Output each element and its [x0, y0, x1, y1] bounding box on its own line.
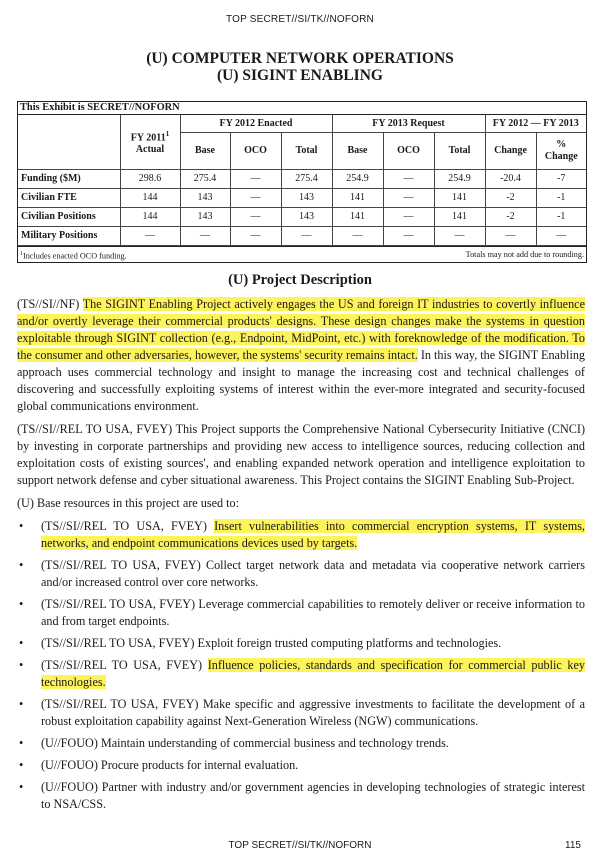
rounding-note: Totals may not add due to rounding.: [465, 250, 584, 259]
item-text: Partner with industry and/or government agencies in developing technologies of strategic interest to NSA/CSS.: [41, 780, 585, 811]
highlighted-text: The SIGINT Enabling Project actively engages the US and foreign IT industries to covertly influence and/or overtly leverage their commercial products' designs. These design changes make the systems in question exploitable through SIGINT collection (e.g., Endpoint, MidPoint, etc.) with foreknowledge of the modification. To the consumer and other adversaries, however, the systems' security remains intact.: [17, 297, 585, 362]
paragraph-1: [17, 296, 585, 415]
table-row: [18, 189, 586, 208]
table-cell: 275.4: [180, 170, 230, 189]
table-cell: —: [332, 227, 383, 246]
table-cell: —: [536, 227, 586, 246]
title-line-1: (U) COMPUTER NETWORK OPERATIONS: [146, 50, 454, 67]
table-cell: 143: [281, 189, 332, 208]
bullet-icon: •: [19, 758, 24, 772]
table-cell: —: [230, 208, 281, 227]
table-cell: -20.4: [485, 170, 536, 189]
table-cell: 141: [332, 208, 383, 227]
col-header: % Change: [536, 133, 586, 170]
table-cell: 141: [434, 208, 485, 227]
row-label: Military Positions: [18, 227, 120, 246]
item-text: Procure products for internal evaluation.: [100, 758, 299, 772]
list-item: [17, 696, 585, 730]
list-item: [17, 779, 585, 813]
title-line-2: (U) SIGINT ENABLING: [217, 67, 383, 84]
table-cell: —: [383, 208, 434, 227]
paragraph-2: (TS//SI//REL TO USA, FVEY) This Project supports the Comprehensive National Cybersecurity Initiative (CNCI) by investing in corporate partnerships and providing new access to intelligence sources, reducing collection and exploitation costs of existing sources', and enabling expanded network operation and intelligence exploitation to support network defense and cyber situational awareness. This Project contains the SIGINT Enabling Sub-Project.: [17, 422, 585, 487]
col-header: OCO: [383, 133, 434, 170]
col-header: OCO: [230, 133, 281, 170]
table-cell: 144: [120, 189, 180, 208]
funding-table: [18, 115, 586, 246]
paragraph-text: In this way, the SIGINT Enabling approach uses commercial technology and insight to manage the increasing cost and technical challenges of discovering and successfully exploiting systems of interest within the ever-more integrated and security-focused global communications environment.: [17, 348, 586, 413]
item-marking: (TS//SI//REL TO USA, FVEY): [41, 519, 207, 533]
table-cell: —: [383, 189, 434, 208]
footnote: $^1$Includes enacted OCO funding.: [20, 251, 127, 261]
col-header: Change: [485, 133, 536, 170]
table-cell: 141: [332, 189, 383, 208]
item-text: Exploit foreign trusted computing platforms and technologies.: [197, 636, 502, 650]
bullet-icon: •: [19, 780, 24, 794]
table-corner-cell: [18, 115, 120, 170]
table-cell: -2: [485, 189, 536, 208]
table-cell: —: [383, 227, 434, 246]
table-cell: 144: [120, 208, 180, 227]
table-header-row-1: [18, 115, 586, 133]
bullet-icon: •: [19, 697, 24, 711]
col-header: Total: [281, 133, 332, 170]
table-cell: —: [230, 189, 281, 208]
table-cell: 254.9: [434, 170, 485, 189]
table-cell: 143: [281, 208, 332, 227]
list-item: [17, 757, 585, 774]
highlighted-text: Influence policies, standards and specification for commercial public key technologies.: [41, 658, 585, 689]
group-header-fy2013: FY 2013 Request: [332, 115, 485, 133]
table-cell: —: [230, 170, 281, 189]
list-item: [17, 518, 585, 552]
section-title: (U) Project Description: [228, 272, 372, 288]
table-cell: -1: [536, 189, 586, 208]
item-text: Make specific and aggressive investments to facilitate the development of a robust exploitation capability against Next-Generation Wireless (NGW) communications.: [41, 697, 585, 728]
item-marking: (TS//SI//REL TO USA, FVEY): [41, 636, 195, 650]
item-marking: (U//FOUO): [41, 780, 98, 794]
list-item: [17, 596, 585, 630]
item-text: Leverage commercial capabilities to remotely deliver or receive information to and from target endpoints.: [41, 597, 585, 628]
row-label: Civilian FTE: [18, 189, 120, 208]
table-cell: —: [383, 170, 434, 189]
table-cell: —: [120, 227, 180, 246]
document-title: [0, 50, 600, 84]
table-cell: 143: [180, 208, 230, 227]
exhibit-classification: This Exhibit is SECRET//NOFORN: [18, 102, 586, 115]
table-cell: -1: [536, 208, 586, 227]
bullet-icon: •: [19, 736, 24, 750]
bullet-icon: •: [19, 519, 24, 533]
list-item: [17, 635, 585, 652]
page-number: 115: [565, 840, 581, 851]
resource-list: [17, 518, 585, 813]
row-label: Civilian Positions: [18, 208, 120, 227]
classification-marking: (TS//SI//NF): [17, 297, 80, 311]
table-cell: 275.4: [281, 170, 332, 189]
item-marking: (U//FOUO): [41, 758, 98, 772]
table-cell: —: [230, 227, 281, 246]
table-cell: —: [485, 227, 536, 246]
table-cell: —: [281, 227, 332, 246]
list-item: [17, 657, 585, 691]
table-cell: 143: [180, 189, 230, 208]
table-cell: 254.9: [332, 170, 383, 189]
col-header: Total: [434, 133, 485, 170]
classification-banner-top: TOP SECRET//SI/TK//NOFORN: [226, 14, 374, 25]
table-row: [18, 170, 586, 189]
table-cell: 141: [434, 189, 485, 208]
item-text: Collect target network data and metadata via cooperative network carriers and/or increased control over core networks.: [41, 558, 585, 589]
table-row: [18, 208, 586, 227]
table-cell: —: [180, 227, 230, 246]
classification-banner-bottom: TOP SECRET//SI/TK//NOFORN: [228, 840, 372, 851]
table-cell: -2: [485, 208, 536, 227]
col-header: Base: [332, 133, 383, 170]
item-marking: (TS//SI//REL TO USA, FVEY): [41, 658, 203, 672]
fy2011-header: FY 2011$^1$ Actual: [120, 115, 180, 170]
bullet-icon: •: [19, 597, 24, 611]
item-marking: (TS//SI//REL TO USA, FVEY): [41, 597, 196, 611]
funding-exhibit: [17, 101, 587, 263]
table-cell: -7: [536, 170, 586, 189]
item-marking: (TS//SI//REL TO USA, FVEY): [41, 558, 201, 572]
group-header-fy2012: FY 2012 Enacted: [180, 115, 332, 133]
table-cell: 298.6: [120, 170, 180, 189]
paragraph-3: (U) Base resources in this project are used to:: [17, 496, 240, 510]
bullet-icon: •: [19, 658, 24, 672]
table-row: [18, 227, 586, 246]
bullet-icon: •: [19, 558, 24, 572]
item-text: Maintain understanding of commercial business and technology trends.: [100, 736, 449, 750]
project-description: [17, 296, 585, 818]
item-marking: (U//FOUO): [41, 736, 98, 750]
group-header-change: FY 2012 — FY 2013: [485, 115, 586, 133]
exhibit-footer: [18, 246, 586, 262]
bullet-icon: •: [19, 636, 24, 650]
item-marking: (TS//SI//REL TO USA, FVEY): [41, 697, 199, 711]
row-label: Funding ($M): [18, 170, 120, 189]
list-item: [17, 735, 585, 752]
table-cell: —: [434, 227, 485, 246]
list-item: [17, 557, 585, 591]
col-header: Base: [180, 133, 230, 170]
highlighted-text: Insert vulnerabilities into commercial encryption systems, IT systems, networks, and endpoint communications devices used by targets.: [41, 519, 585, 550]
